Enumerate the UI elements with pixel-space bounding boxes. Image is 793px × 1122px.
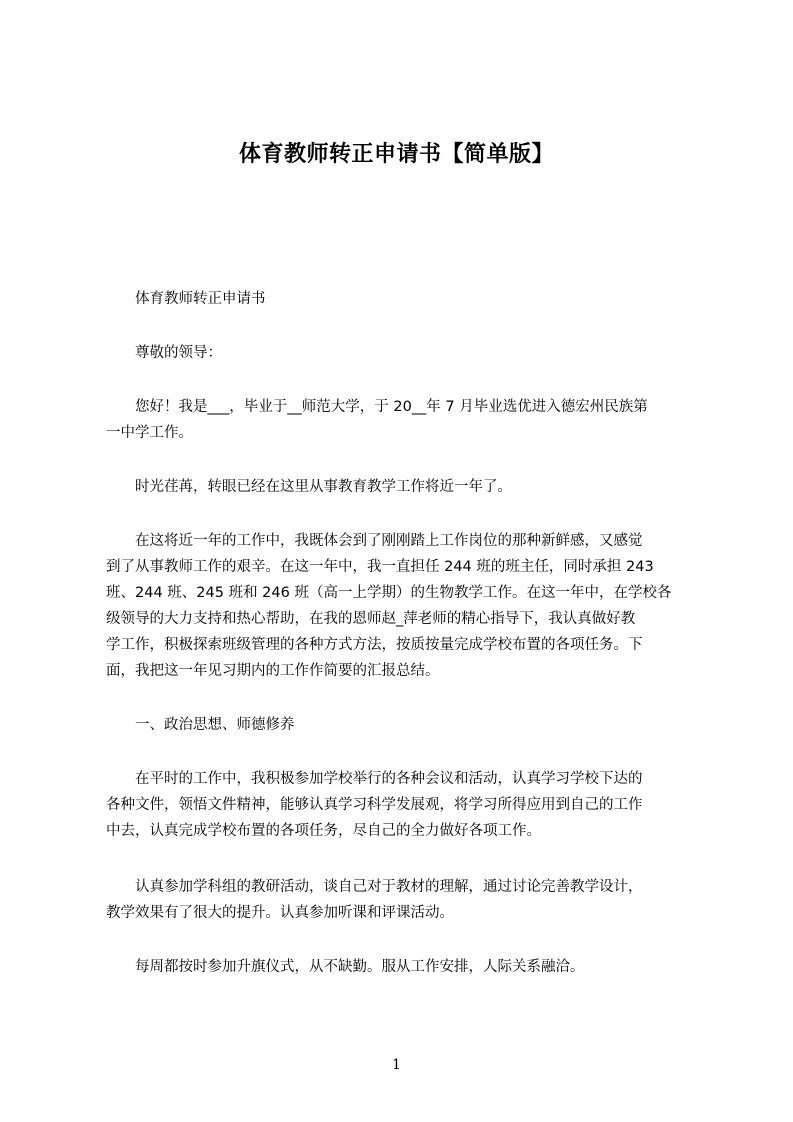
paragraph-line: 中去，认真完成学校布置的各项任务，尽自己的全力做好各项工作。 [106,823,541,839]
paragraph-line: 尊敬的领导： [106,345,222,361]
paragraph-line: 各种文件，领悟文件精神，能够认真学习科学发展观，将学习所得应用到自己的工作 [106,797,643,813]
paragraph-line: 一、政治思想、师德修养 [106,717,295,733]
page-number: 1 [392,1057,401,1073]
paragraph-attendance [106,954,701,980]
paragraph-line: 在这将近一年的工作中，我既体会到了刚刚踏上工作岗位的那种新鲜感，又感觉 [106,533,643,549]
paragraph-line: 到了从事教师工作的艰辛。在这一年中，我一直担任 244 班的班主任，同时承担 243 [106,559,654,575]
paragraph-line: 认真参加学科组的教研活动，谈自己对于教材的理解，通过讨论完善教学设计， [106,879,643,895]
paragraph-line: 级领导的大力支持和热心帮助，在我的恩师赵_萍老师的精心指导下，我认真做好教 [106,611,636,627]
paragraph-line: 一中学工作。 [106,425,193,441]
paragraph-research [106,874,701,926]
paragraph-salutation [106,340,701,366]
paragraph-time [106,474,701,500]
paragraph-experience [106,528,701,684]
paragraph-line: 您好！我是___，毕业于__师范大学，于 20__年 7 月毕业选优进入德宏州民族第 [106,399,648,415]
paragraph-daily-work [106,766,701,844]
paragraph-line: 教学效果有了很大的提升。认真参加听课和评课活动。 [106,905,454,921]
paragraph-line: 时光荏苒，转眼已经在这里从事教育教学工作将近一年了。 [106,479,512,495]
paragraph-line: 每周都按时参加升旗仪式，从不缺勤。服从工作安排，人际关系融洽。 [106,959,585,975]
paragraph-line: 面，我把这一年见习期内的工作作简要的汇报总结。 [106,663,440,679]
paragraph-line: 学工作，积极探索班级管理的各种方式方法，按质按量完成学校布置的各项任务。下 [106,637,643,653]
section-heading [106,712,701,738]
paragraph-heading [106,286,701,312]
paragraph-line: 班、244 班、245 班和 246 班（高一上学期）的生物教学工作。在这一年中，在学校各 [106,585,672,601]
paragraph-line: 体育教师转正申请书 [106,291,266,307]
paragraph-greeting [106,394,701,446]
document-title: 体育教师转正申请书【简单版】 [238,142,554,167]
paragraph-line: 在平时的工作中，我积极参加学校举行的各种会议和活动，认真学习学校下达的 [106,771,643,787]
